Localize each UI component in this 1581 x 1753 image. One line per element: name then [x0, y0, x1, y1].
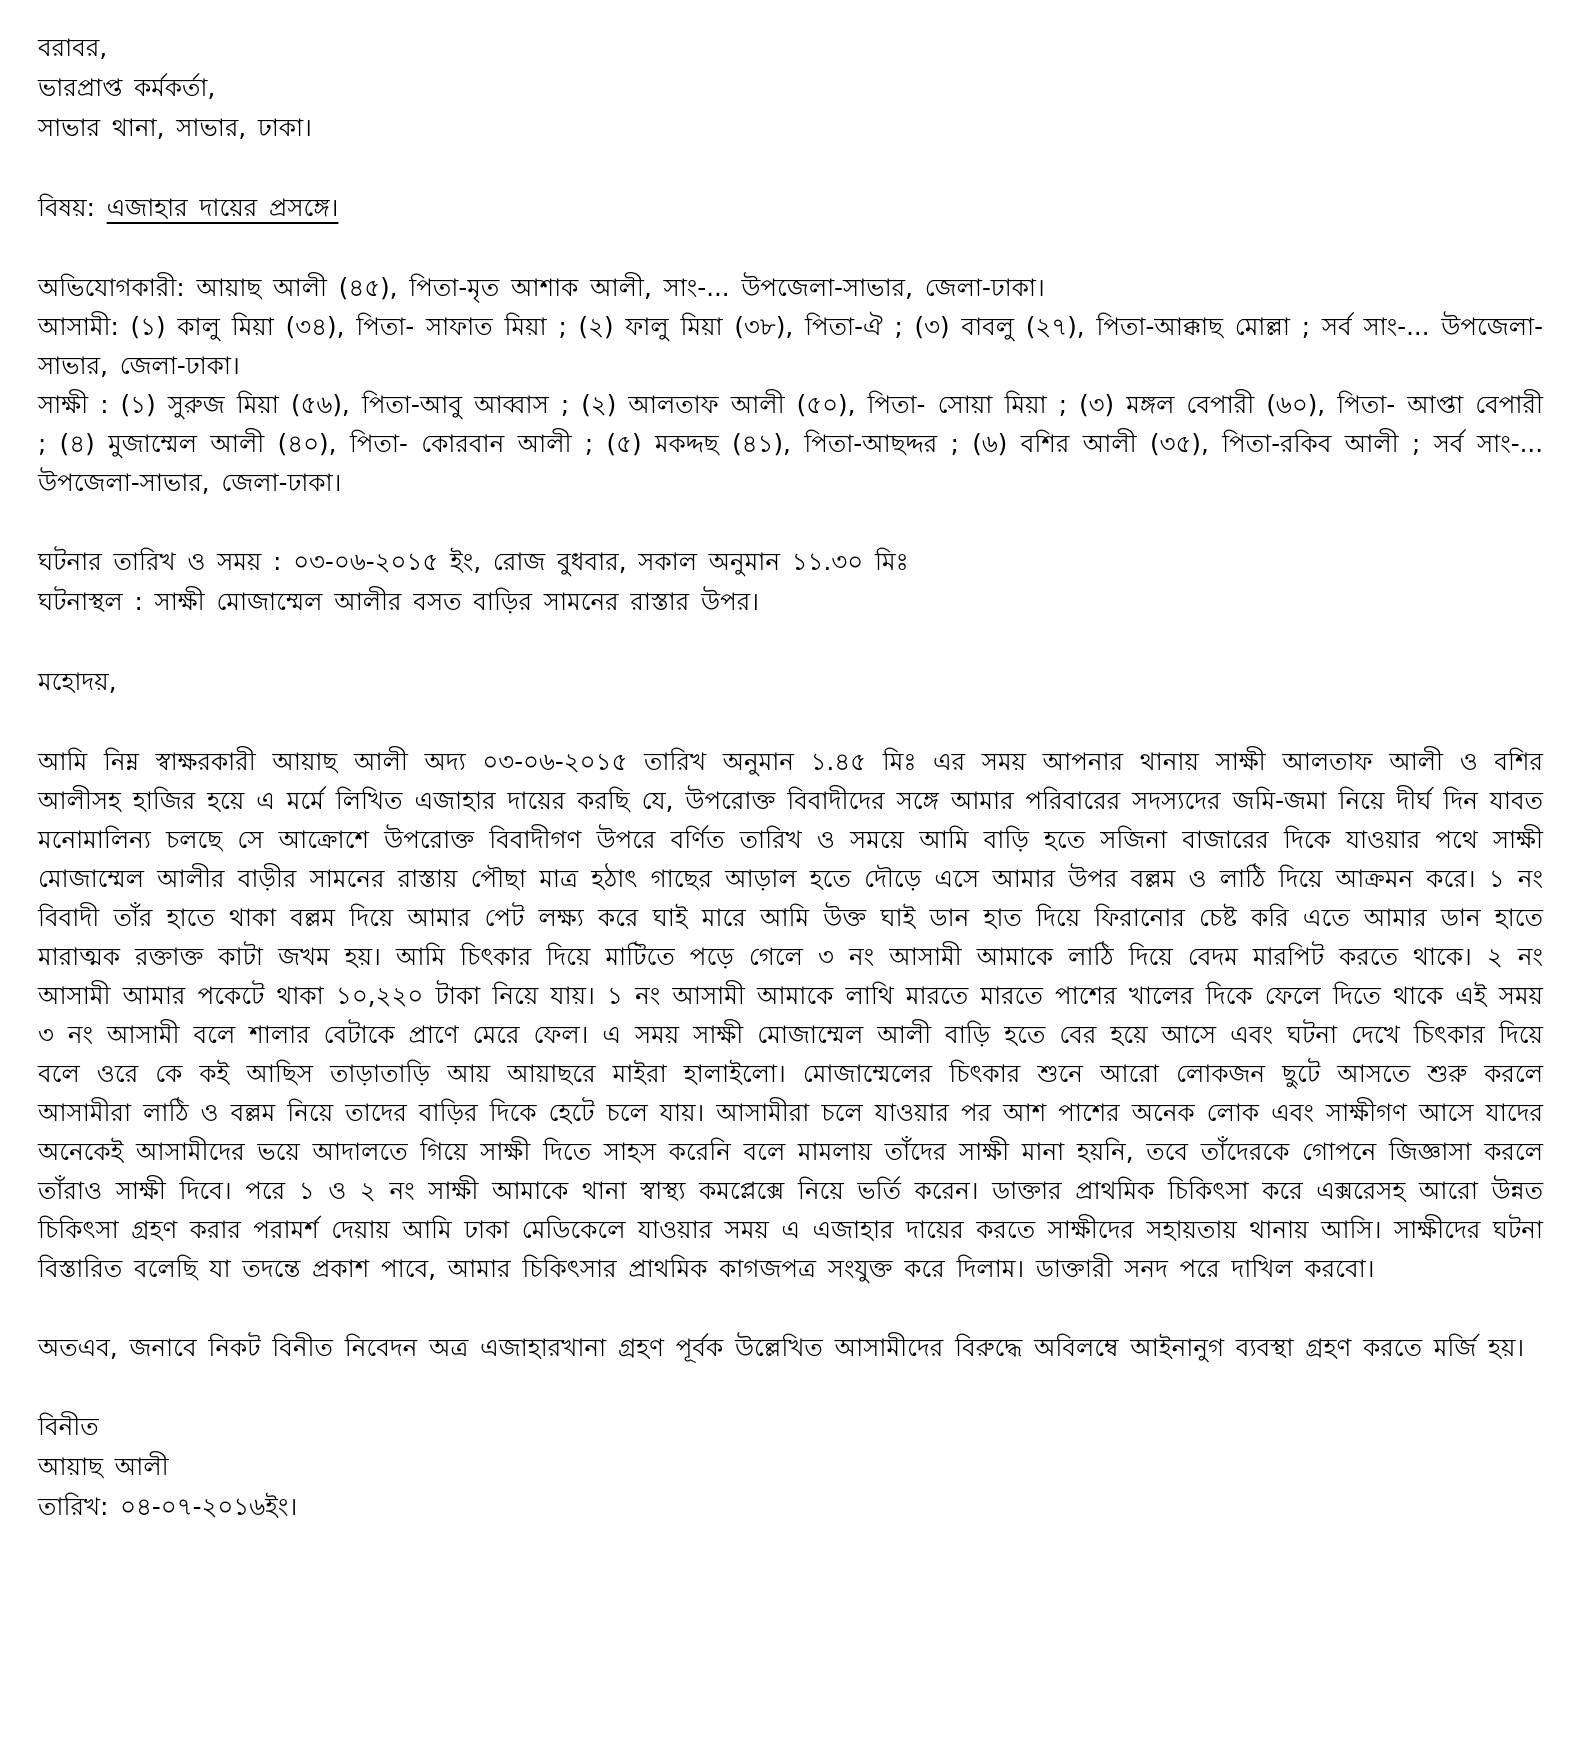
signature-name: আয়াছ আলী: [38, 1452, 169, 1481]
document-page: [38, 28, 1543, 1527]
witnesses-info: সাক্ষী : (১) সুরুজ মিয়া (৫৬), পিতা-আবু আব্বাস ; (২) আলতাফ আলী (৫০), পিতা- সোয়া মিয়া ; (৩) মঙ্গল বেপারী (৬০), পিতা- আপ্তা বেপারী ; (৪) মুজাম্মেল আলী (৪০), পিতা- কোরবান আলী ; (৫) মকদ্দছ (৪১), পিতা-আছদ্দর ; (৬) বশির আলী (৩৫), পিতা-রকিব আলী ; সর্ব সাং-... উপজেলা-সাভার, জেলা-ঢাকা।: [38, 390, 1543, 497]
incident-block: [38, 542, 1543, 622]
closing-paragraph: অতএব, জনাবে নিকট বিনীত নিবেদন অত্র এজাহারখানা গ্রহণ পূর্বক উল্লেখিত আসামীদের বিরুদ্ধে অবিলম্বে আইনানুগ ব্যবস্থা গ্রহণ করতে মর্জি হয়।: [38, 1333, 1525, 1362]
greeting: মহোদয়,: [38, 667, 117, 696]
parties-block: [38, 268, 1543, 502]
recipient-address: সাভার থানা, সাভার, ঢাকা।: [38, 113, 312, 142]
complainant-info: অভিযোগকারী: আয়াছ আলী (৪৫), পিতা-মৃত আশাক আলী, সাং-... উপজেলা-সাভার, জেলা-ঢাকা।: [38, 273, 1045, 302]
recipient-block: [38, 28, 1543, 148]
signature-block: [38, 1407, 1543, 1527]
incident-datetime: ঘটনার তারিখ ও সময় : ০৩-০৬-২০১৫ ইং, রোজ বুধবার, সকাল অনুমান ১১.৩০ মিঃ: [38, 547, 909, 576]
incident-place: ঘটনাস্থল : সাক্ষী মোজাম্মেল আলীর বসত বাড়ির সামনের রাস্তার উপর।: [38, 587, 759, 616]
subject-line: [38, 188, 1543, 228]
recipient-designation: ভারপ্রাপ্ত কর্মকর্তা,: [38, 73, 216, 102]
accused-info: আসামী: (১) কালু মিয়া (৩৪), পিতা- সাফাত মিয়া ; (২) ফালু মিয়া (৩৮), পিতা-ঐ ; (৩) বাবলু (২৭), পিতা-আক্কাছ মোল্লা ; সর্ব সাং-... উপজেলা-সাভার, জেলা-ঢাকা।: [38, 312, 1543, 380]
recipient-salutation: বরাবর,: [38, 33, 108, 62]
signature-valediction: বিনীত: [38, 1412, 99, 1441]
body-paragraph: আমি নিম্ন স্বাক্ষরকারী আয়াছ আলী অদ্য ০৩-০৬-২০১৫ তারিখ অনুমান ১.৪৫ মিঃ এর সময় আপনার থানায় সাক্ষী আলতাফ আলী ও বশির আলীসহ হাজির হয়ে এ মর্মে লিখিত এজাহার দায়ের করছি যে, উপরোক্ত বিবাদীদের সঙ্গে আমার পরিবারের সদস্যদের জমি-জমা নিয়ে দীর্ঘ দিন যাবত মনোমালিন্য চলছে সে আক্রোশে উপরোক্ত বিবাদীগণ উপরে বর্ণিত তারিখ ও সময়ে আমি বাড়ি হতে সজিনা বাজারের দিকে যাওয়ার পথে সাক্ষী মোজাম্মেল আলীর বাড়ীর সামনের রাস্তায় পৌছা মাত্র হঠাৎ গাছের আড়াল হতে দৌড়ে এসে আমার উপর বল্লম ও লাঠি দিয়ে আক্রমন করে। ১ নং বিবাদী তাঁর হাতে থাকা বল্লম দিয়ে আমার পেট লক্ষ্য করে ঘাই মারে আমি উক্ত ঘাই ডান হাত দিয়ে ফিরানোর চেষ্ট করি এতে আমার ডান হাতে মারাত্মক রক্তাক্ত কাটা জখম হয়। আমি চিৎকার দিয়ে মাটিতে পড়ে গেলে ৩ নং আসামী আমাকে লাঠি দিয়ে বেদম মারপিট করতে থাকে। ২ নং আসামী আমার পকেটে থাকা ১০,২২০ টাকা নিয়ে যায়। ১ নং আসামী আমাকে লাথি মারতে মারতে পাশের খালের দিকে ফেলে দিতে থাকে এই সময় ৩ নং আসামী বলে শালার বেটাকে প্রাণে মেরে ফেল। এ সময় সাক্ষী মোজাম্মেল আলী বাড়ি হতে বের হয়ে আসে এবং ঘটনা দেখে চিৎকার দিয়ে বলে ওরে কে কই আছিস তাড়াতাড়ি আয় আয়াছরে মাইরা হালাইলো। মোজাম্মেলের চিৎকার শুনে আরো লোকজন ছুটে আসতে শুরু করলে আসামীরা লাঠি ও বল্লম নিয়ে তাদের বাড়ির দিকে হেটে চলে যায়। আসামীরা চলে যাওয়ার পর আশ পাশের অনেক লোক এবং সাক্ষীগণ আসে যাদের অনেকেই আসামীদের ভয়ে আদালতে গিয়ে সাক্ষী দিতে সাহস করেনি বলে মামলায় তাঁদের সাক্ষী মানা হয়নি, তবে তাঁদেরকে গোপনে জিজ্ঞাসা করলে তাঁরাও সাক্ষী দিবে। পরে ১ ও ২ নং সাক্ষী আমাকে থানা স্বাস্থ্য কমপ্লেক্সে নিয়ে ভর্তি করেন। ডাক্তার প্রাথমিক চিকিৎসা করে এক্সরেসহ আরো উন্নত চিকিৎসা গ্রহণ করার পরামর্শ দেয়ায় আমি ঢাকা মেডিকেলে যাওয়ার সময় এ এজাহার দায়ের করতে সাক্ষীদের সহায়তায় থানায় আসি। সাক্ষীদের ঘটনা বিস্তারিত বলেছি যা তদন্তে প্রকাশ পাবে, আমার চিকিৎসার প্রাথমিক কাগজপত্র সংযুক্ত করে দিলাম। ডাক্তারী সনদ পরে দাখিল করবো।: [38, 747, 1543, 1283]
subject-text: এজাহার দায়ের প্রসঙ্গে।: [106, 193, 339, 222]
subject-label: বিষয়:: [38, 193, 95, 222]
signature-date: তারিখ: ০৪-০৭-২০১৬ইং।: [38, 1492, 298, 1521]
